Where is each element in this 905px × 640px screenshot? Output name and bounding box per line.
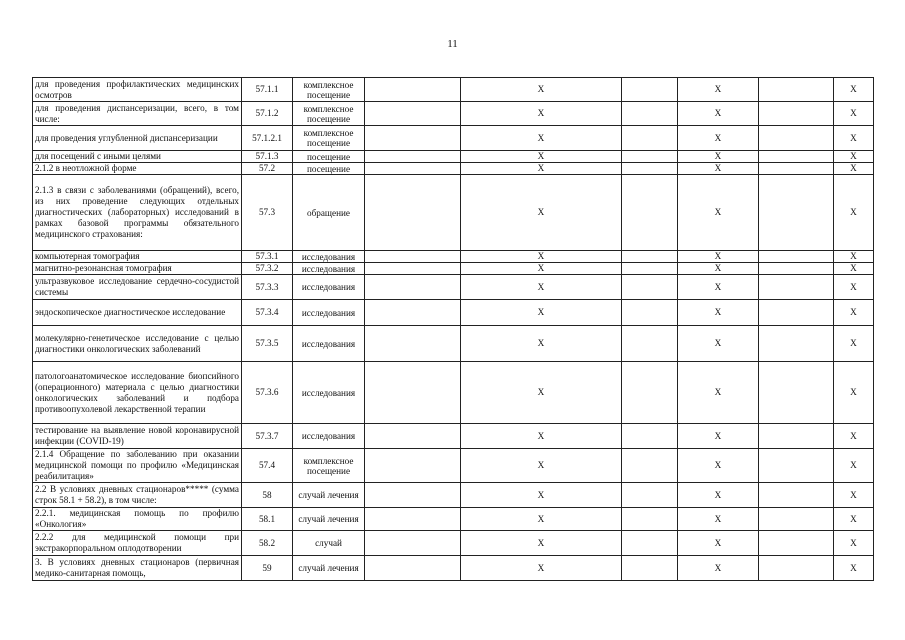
x-mark-cell: X — [834, 531, 874, 556]
empty-cell — [622, 251, 678, 263]
x-mark-cell: X — [834, 78, 874, 102]
row-unit-cell: исследования — [293, 275, 365, 300]
row-code-cell: 59 — [242, 556, 293, 581]
x-mark-cell: X — [834, 362, 874, 424]
x-mark-cell: X — [834, 263, 874, 275]
x-mark-cell: X — [678, 424, 759, 449]
x-mark-cell: X — [461, 508, 622, 531]
row-code-cell: 57.2 — [242, 163, 293, 175]
row-name-cell: 2.2.1. медицинская помощь по профилю «Онкология» — [33, 508, 242, 531]
empty-cell — [365, 126, 461, 151]
table-row — [33, 102, 874, 126]
row-name-cell: для проведения углубленной диспансеризации — [33, 126, 242, 151]
row-name-cell: молекулярно-генетическое исследование с целью диагностики онкологических заболеваний — [33, 326, 242, 362]
empty-cell — [365, 151, 461, 163]
row-code-cell: 57.3.6 — [242, 362, 293, 424]
row-code-cell: 57.3.7 — [242, 424, 293, 449]
page-number: 11 — [447, 38, 458, 50]
empty-cell — [622, 508, 678, 531]
row-unit-cell: комплексное посещение — [293, 78, 365, 102]
empty-cell — [759, 151, 834, 163]
empty-cell — [759, 424, 834, 449]
row-unit-cell: случай — [293, 531, 365, 556]
x-mark-cell: X — [834, 483, 874, 508]
x-mark-cell: X — [461, 163, 622, 175]
empty-cell — [622, 424, 678, 449]
row-code-cell: 57.3.4 — [242, 300, 293, 326]
empty-cell — [365, 326, 461, 362]
table-row — [33, 508, 874, 531]
x-mark-cell: X — [834, 275, 874, 300]
empty-cell — [759, 508, 834, 531]
table-row — [33, 424, 874, 449]
empty-cell — [622, 126, 678, 151]
x-mark-cell: X — [678, 163, 759, 175]
empty-cell — [365, 449, 461, 483]
x-mark-cell: X — [678, 531, 759, 556]
table-row — [33, 449, 874, 483]
row-code-cell: 57.1.2 — [242, 102, 293, 126]
table-row — [33, 251, 874, 263]
empty-cell — [759, 102, 834, 126]
empty-cell — [759, 531, 834, 556]
empty-cell — [365, 362, 461, 424]
row-unit-cell: обращение — [293, 175, 365, 251]
row-name-cell: 2.1.3 в связи с заболеваниями (обращений), всего, из них проведение следующих отдельных диагностических (лабораторных) исследований в рамках базовой программы обязательного медицинского страхования: — [33, 175, 242, 251]
empty-cell — [759, 362, 834, 424]
empty-cell — [622, 175, 678, 251]
empty-cell — [759, 275, 834, 300]
row-code-cell: 57.3.5 — [242, 326, 293, 362]
table-row — [33, 78, 874, 102]
x-mark-cell: X — [461, 151, 622, 163]
empty-cell — [622, 300, 678, 326]
x-mark-cell: X — [834, 449, 874, 483]
empty-cell — [622, 556, 678, 581]
empty-cell — [365, 531, 461, 556]
table-row — [33, 175, 874, 251]
row-code-cell: 57.4 — [242, 449, 293, 483]
empty-cell — [622, 275, 678, 300]
empty-cell — [622, 78, 678, 102]
row-unit-cell: случай лечения — [293, 556, 365, 581]
table-row — [33, 556, 874, 581]
row-name-cell: 2.2.2 для медицинской помощи при экстракорпоральном оплодотворении — [33, 531, 242, 556]
empty-cell — [622, 483, 678, 508]
row-code-cell: 57.3 — [242, 175, 293, 251]
x-mark-cell: X — [461, 362, 622, 424]
row-name-cell: 2.1.4 Обращение по заболеванию при оказании медицинской помощи по профилю «Медицинская реабилитация» — [33, 449, 242, 483]
x-mark-cell: X — [834, 175, 874, 251]
x-mark-cell: X — [834, 300, 874, 326]
row-name-cell: для посещений с иными целями — [33, 151, 242, 163]
table-row — [33, 151, 874, 163]
empty-cell — [365, 275, 461, 300]
row-name-cell: компьютерная томография — [33, 251, 242, 263]
data-table — [32, 77, 874, 581]
empty-cell — [365, 163, 461, 175]
row-unit-cell: исследования — [293, 251, 365, 263]
table-row — [33, 326, 874, 362]
empty-cell — [759, 163, 834, 175]
x-mark-cell: X — [678, 326, 759, 362]
x-mark-cell: X — [834, 102, 874, 126]
x-mark-cell: X — [834, 151, 874, 163]
row-unit-cell: исследования — [293, 263, 365, 275]
empty-cell — [759, 126, 834, 151]
row-unit-cell: комплексное посещение — [293, 126, 365, 151]
row-unit-cell: комплексное посещение — [293, 449, 365, 483]
empty-cell — [759, 300, 834, 326]
x-mark-cell: X — [834, 326, 874, 362]
empty-cell — [365, 102, 461, 126]
row-unit-cell: исследования — [293, 300, 365, 326]
row-code-cell: 57.3.3 — [242, 275, 293, 300]
x-mark-cell: X — [461, 102, 622, 126]
x-mark-cell: X — [834, 251, 874, 263]
empty-cell — [622, 163, 678, 175]
x-mark-cell: X — [461, 424, 622, 449]
x-mark-cell: X — [678, 102, 759, 126]
row-code-cell: 57.1.3 — [242, 151, 293, 163]
row-name-cell: эндоскопическое диагностическое исследование — [33, 300, 242, 326]
empty-cell — [622, 362, 678, 424]
x-mark-cell: X — [834, 126, 874, 151]
empty-cell — [622, 326, 678, 362]
row-unit-cell: комплексное посещение — [293, 102, 365, 126]
x-mark-cell: X — [461, 556, 622, 581]
row-name-cell: для проведения диспансеризации, всего, в том числе: — [33, 102, 242, 126]
row-unit-cell: посещение — [293, 163, 365, 175]
row-name-cell: для проведения профилактических медицинских осмотров — [33, 78, 242, 102]
x-mark-cell: X — [678, 300, 759, 326]
empty-cell — [365, 556, 461, 581]
row-code-cell: 57.1.1 — [242, 78, 293, 102]
row-name-cell: патологоанатомическое исследование биопсийного (операционного) материала с целью диагностики онкологических заболеваний и подбора противоопухолевой лекарственной терапии — [33, 362, 242, 424]
row-name-cell: 2.1.2 в неотложной форме — [33, 163, 242, 175]
empty-cell — [759, 175, 834, 251]
row-unit-cell: случай лечения — [293, 508, 365, 531]
empty-cell — [759, 78, 834, 102]
row-unit-cell: исследования — [293, 362, 365, 424]
x-mark-cell: X — [678, 251, 759, 263]
empty-cell — [365, 263, 461, 275]
table-row — [33, 483, 874, 508]
x-mark-cell: X — [678, 78, 759, 102]
row-name-cell: магнитно-резонансная томография — [33, 263, 242, 275]
table-row — [33, 531, 874, 556]
table-row — [33, 126, 874, 151]
table-row — [33, 263, 874, 275]
row-unit-cell: исследования — [293, 424, 365, 449]
x-mark-cell: X — [678, 508, 759, 531]
table-row — [33, 362, 874, 424]
empty-cell — [622, 263, 678, 275]
x-mark-cell: X — [461, 175, 622, 251]
x-mark-cell: X — [834, 163, 874, 175]
x-mark-cell: X — [461, 78, 622, 102]
row-unit-cell: исследования — [293, 326, 365, 362]
row-unit-cell: случай лечения — [293, 483, 365, 508]
empty-cell — [622, 151, 678, 163]
row-code-cell: 58.1 — [242, 508, 293, 531]
x-mark-cell: X — [678, 556, 759, 581]
x-mark-cell: X — [678, 151, 759, 163]
row-name-cell: ультразвуковое исследование сердечно-сосудистой системы — [33, 275, 242, 300]
empty-cell — [365, 424, 461, 449]
x-mark-cell: X — [834, 424, 874, 449]
empty-cell — [759, 449, 834, 483]
empty-cell — [365, 508, 461, 531]
x-mark-cell: X — [834, 556, 874, 581]
x-mark-cell: X — [678, 275, 759, 300]
x-mark-cell: X — [461, 483, 622, 508]
x-mark-cell: X — [834, 508, 874, 531]
row-code-cell: 57.3.1 — [242, 251, 293, 263]
empty-cell — [759, 326, 834, 362]
x-mark-cell: X — [461, 126, 622, 151]
x-mark-cell: X — [461, 263, 622, 275]
x-mark-cell: X — [678, 362, 759, 424]
x-mark-cell: X — [461, 251, 622, 263]
row-name-cell: тестирование на выявление новой коронавирусной инфекции (COVID-19) — [33, 424, 242, 449]
x-mark-cell: X — [678, 175, 759, 251]
row-name-cell: 2.2 В условиях дневных стационаров***** (сумма строк 58.1 + 58.2), в том числе: — [33, 483, 242, 508]
x-mark-cell: X — [678, 263, 759, 275]
empty-cell — [365, 175, 461, 251]
x-mark-cell: X — [678, 483, 759, 508]
table-row — [33, 275, 874, 300]
table-body — [33, 78, 874, 581]
x-mark-cell: X — [461, 300, 622, 326]
x-mark-cell: X — [461, 531, 622, 556]
row-code-cell: 57.1.2.1 — [242, 126, 293, 151]
table-row — [33, 163, 874, 175]
empty-cell — [365, 483, 461, 508]
empty-cell — [622, 531, 678, 556]
table-row — [33, 300, 874, 326]
empty-cell — [365, 300, 461, 326]
x-mark-cell: X — [678, 126, 759, 151]
empty-cell — [759, 483, 834, 508]
row-code-cell: 58 — [242, 483, 293, 508]
x-mark-cell: X — [461, 275, 622, 300]
x-mark-cell: X — [678, 449, 759, 483]
row-code-cell: 57.3.2 — [242, 263, 293, 275]
row-unit-cell: посещение — [293, 151, 365, 163]
row-code-cell: 58.2 — [242, 531, 293, 556]
empty-cell — [759, 263, 834, 275]
empty-cell — [365, 78, 461, 102]
empty-cell — [622, 449, 678, 483]
x-mark-cell: X — [461, 449, 622, 483]
empty-cell — [759, 251, 834, 263]
empty-cell — [759, 556, 834, 581]
empty-cell — [365, 251, 461, 263]
x-mark-cell: X — [461, 326, 622, 362]
empty-cell — [622, 102, 678, 126]
row-name-cell: 3. В условиях дневных стационаров (первичная медико-санитарная помощь, — [33, 556, 242, 581]
